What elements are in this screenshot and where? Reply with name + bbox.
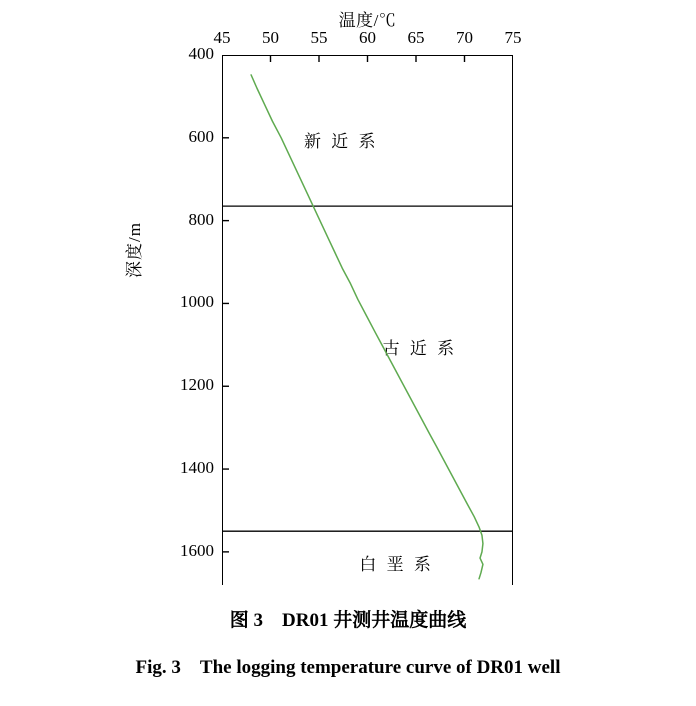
figure-caption-cn: 图 3 DR01 井测井温度曲线 — [229, 610, 467, 631]
x-tick-label: 45 — [213, 28, 231, 47]
chart-plot-area — [180, 28, 522, 585]
temperature-curve-svg — [222, 55, 513, 585]
y-tick-label: 600 — [188, 126, 214, 146]
y-tick-label: 800 — [188, 209, 214, 229]
figure-caption-en: Fig. 3 The logging temperature curve of DR01 well — [135, 657, 561, 678]
y-tick-label: 1600 — [180, 540, 214, 560]
x-tick-label: 75 — [504, 28, 522, 47]
y-tick-label: 400 — [188, 44, 214, 63]
y-tick-label: 1200 — [180, 375, 214, 395]
stratum-label: 古 近 系 — [382, 338, 458, 358]
x-tick-label: 55 — [310, 28, 328, 47]
y-tick-label: 1400 — [180, 458, 214, 478]
stratum-label: 新 近 系 — [304, 131, 379, 151]
x-tick-label: 50 — [262, 28, 279, 47]
x-axis-title: 温度/℃ — [338, 11, 397, 30]
x-tick-label: 65 — [407, 28, 425, 47]
y-axis-title: 深度/m — [125, 222, 144, 278]
stratum-label: 白 垩 系 — [359, 554, 434, 574]
x-tick-label: 60 — [359, 28, 376, 47]
y-tick-label: 1000 — [180, 292, 214, 312]
x-tick-label: 70 — [456, 28, 473, 47]
